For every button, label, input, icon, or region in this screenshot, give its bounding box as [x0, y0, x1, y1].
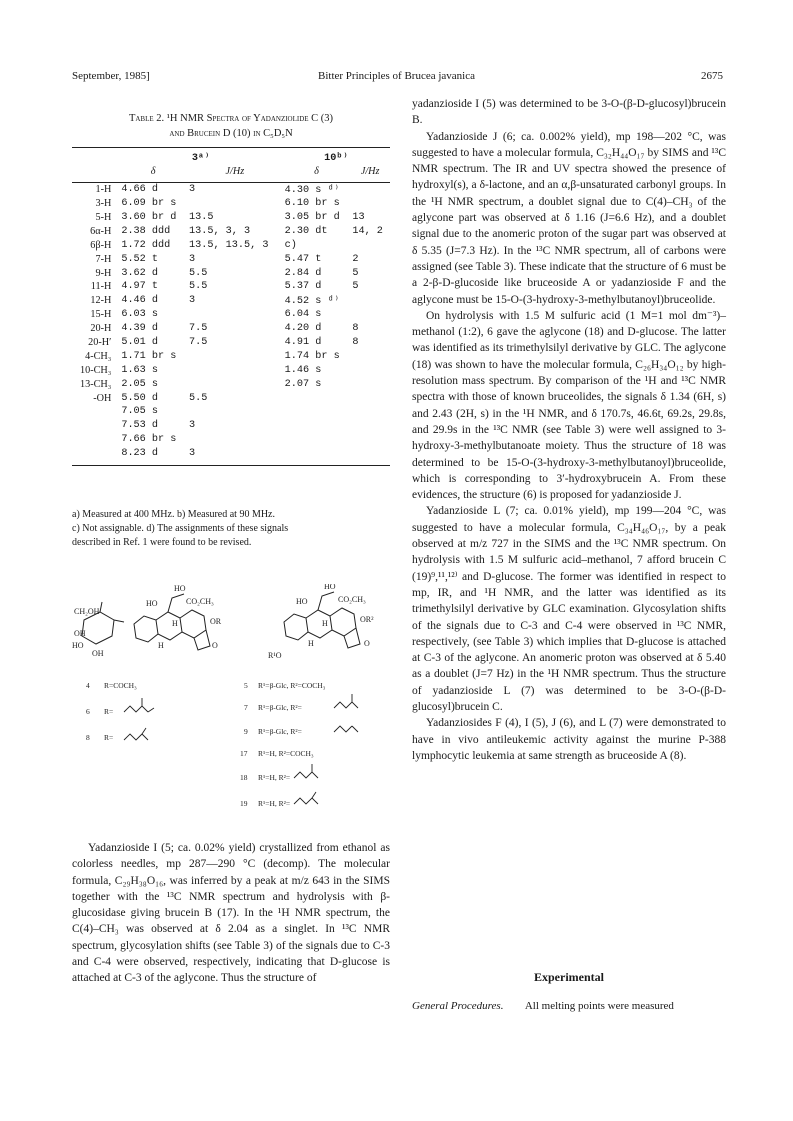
table-row — [72, 266, 390, 280]
footnote-line2: c) Not assignable. d) The assignments of these signals — [72, 523, 289, 534]
table-row — [72, 280, 390, 294]
cell-d3: 1.71 br s — [121, 350, 177, 362]
cell-d3: 1.63 s — [121, 364, 159, 376]
cell-d10: 6.04 s — [284, 309, 322, 321]
struct-oh-2: OH — [92, 649, 104, 658]
cell-d10: 1.46 s — [284, 364, 322, 376]
struct-or2-right: OR² — [360, 615, 374, 624]
table-row — [72, 182, 390, 196]
cell-d10: 2.07 s — [284, 378, 322, 390]
cell-d3: 1.72 ddd — [121, 239, 171, 251]
struct-o-right: O — [364, 639, 370, 648]
cell-label: 11-H — [90, 281, 112, 293]
compound-19-num: 19 — [240, 799, 248, 808]
cell-label: 10-CH₃ — [80, 364, 112, 376]
cell-d10: 2.84 d — [284, 267, 322, 279]
cell-d3: 7.66 br s — [121, 434, 177, 446]
page-number: 2675 — [701, 70, 723, 82]
struct-h-right-2: H — [308, 639, 314, 648]
cell-d10: c) — [284, 239, 297, 251]
cell-j3 — [187, 308, 283, 322]
struct-ho-top-left: HO — [174, 584, 186, 593]
cell-j3: 5.5 — [188, 392, 208, 404]
compound-19-r: R¹=H, R²= — [258, 799, 291, 808]
general-procedures-text: All melting points were measured — [524, 1000, 674, 1012]
struct-oh-1: OH — [74, 629, 86, 638]
col-j-10: J/Hz — [350, 165, 390, 182]
struct-or-left: OR — [210, 617, 222, 626]
chemical-structures — [72, 584, 390, 814]
cell-label — [72, 405, 119, 419]
footnote-line3: described in Ref. 1 were found to be revised. — [72, 537, 252, 548]
cell-j10 — [350, 197, 390, 211]
cell-label: 12-H — [90, 295, 112, 307]
cell-j10 — [350, 419, 390, 433]
cell-d3: 6.09 br s — [121, 198, 177, 210]
cell-j3: 3 — [188, 184, 196, 196]
cell-j10 — [350, 391, 390, 405]
struct-co2ch3-left: CO₂CH₃ — [186, 597, 214, 606]
general-procedures — [412, 1000, 726, 1012]
struct-ho-right: HO — [296, 597, 308, 606]
cell-d10 — [283, 405, 351, 419]
cell-d10: 4.20 d — [284, 323, 322, 335]
cell-d3: 6.03 s — [121, 309, 159, 321]
cell-j3: 13.5, 3, 3 — [188, 225, 251, 237]
col-j-3: J/Hz — [187, 165, 283, 182]
cell-d10: 5.47 t — [284, 253, 322, 265]
cell-d10 — [283, 391, 351, 405]
cell-d3: 4.66 d — [121, 184, 159, 196]
cell-j3: 5.5 — [188, 281, 208, 293]
cell-j10 — [350, 447, 390, 465]
nmr-table-body — [72, 182, 390, 465]
cell-label: 7-H — [95, 253, 112, 265]
cell-j3 — [187, 349, 283, 363]
compound-7-num: 7 — [244, 703, 248, 712]
struct-ho-top-right: HO — [324, 584, 336, 591]
cell-d10: 6.10 br s — [284, 198, 340, 210]
compound-6-r: R= — [104, 707, 114, 716]
cell-j10 — [350, 182, 390, 196]
cell-label: 9-H — [95, 267, 112, 279]
cell-d3: 2.38 ddd — [121, 225, 171, 237]
compound-8-r: R= — [104, 733, 114, 742]
table-row — [72, 405, 390, 419]
compound-9-num: 9 — [244, 727, 248, 736]
cell-label — [72, 433, 119, 447]
cell-label: 6α-H — [90, 225, 112, 237]
cell-d3: 4.46 d — [121, 295, 159, 307]
compound-4-num: 4 — [86, 681, 90, 690]
right-paragraph-4: Yadanzioside L (7; ca. 0.01% yield), mp 199—204 °C, was suggested to have a molecular formula, C₃₄H₄₆O₁₇, by a peak observed at m/z 727 in the SIMS and the ¹³C NMR spectrum. On hydrolysis with 1.5 M sulfuric acid–methanol, 7 afford brucein C (19)⁹,¹¹,¹²⁾ and D-glucose. The former was identified in respect to mp, IR, and ¹H NMR, and the latter was identified as its trimethylsilyl derivative by GLC examination. Glycosylation shifts of the signals due to C-3 and C-4 were observed in ¹³C NMR, respectively, (see Table 3) which implies that D-glucose is attached at C-3 of the aglycone. An anomeric proton was observed at δ 5.40 as a doublet (J=7 Hz) in the ¹H NMR spectrum. Thus the structure of yadanzioside L (7) was determined to be 3-O-(β-D-glucosyl)brucein C. — [412, 505, 726, 713]
cell-j10 — [350, 377, 390, 391]
cell-j3: 7.5 — [188, 323, 208, 335]
cell-d3: 4.39 d — [121, 323, 159, 335]
table-row — [72, 363, 390, 377]
cell-label: 20-H — [90, 323, 112, 335]
cell-label: 3-H — [95, 198, 112, 210]
struct-r1o: R¹O — [268, 651, 282, 660]
right-paragraph-2: Yadanzioside J (6; ca. 0.002% yield), mp 198—202 °C, was suggested to have a molecular formula, C₃₂H₄₄O₁₇ by SIMS and ¹³C NMR spectrum. The IR and UV spectra showed the presence of hydroxyl(s), a δ-lactone, and an α,β-unsaturated carbonyl groups. In the ¹H NMR spectrum, a doublet signal due to C(4)–CH₃ of the aglycone part was observed at δ 1.16 (J=6.6 Hz), and a doublet signal due to the anomeric proton of the sugar part was observed at δ 5.35 (J=7.3 Hz). In the ¹³C NMR spectrum, all of carbons were assigned (see Table 3). These indicate that the structure of 6 must be a 2-β-D-glucoside like bruceoside A or yadanzioside F and the aglycone must be 15-O-(3-hydroxy-3-methylbutanoyl)bruceolide. — [412, 130, 726, 306]
cell-d10: 5.37 d — [284, 281, 322, 293]
table-footnotes — [72, 508, 390, 550]
cell-j10: 14, 2 — [352, 225, 383, 237]
cell-d3: 8.23 d — [119, 447, 187, 465]
table-row — [72, 294, 390, 308]
cell-j3: 3 — [187, 447, 283, 465]
cell-d10: 4.91 d — [284, 337, 322, 349]
table-caption-line2: and Brucein D (10) in C₅D₅N — [169, 128, 293, 139]
table-row — [72, 211, 390, 225]
table-row — [72, 419, 390, 433]
compound-7-r: R¹=β-Glc, R²= — [258, 703, 302, 712]
cell-label: 4-CH₃ — [85, 350, 112, 362]
cell-d10: 4.30 s ᵈ⁾ — [284, 184, 340, 196]
cell-d10 — [283, 447, 351, 465]
cell-j10 — [350, 308, 390, 322]
running-title: Bitter Principles of Brucea javanica — [318, 70, 475, 82]
table-row — [72, 252, 390, 266]
cell-j10 — [350, 349, 390, 363]
cell-label — [72, 447, 119, 465]
footnote-line1: a) Measured at 400 MHz. b) Measured at 90 MHz. — [72, 509, 275, 520]
cell-j3: 5.5 — [188, 267, 208, 279]
compound-5-num: 5 — [244, 681, 248, 690]
struct-o-left: O — [212, 641, 218, 650]
cell-j10: 13 — [352, 212, 365, 223]
cell-j3 — [187, 405, 283, 419]
col-group-10: 10ᵇ⁾ — [283, 148, 390, 165]
right-column — [412, 96, 726, 764]
cell-label — [72, 419, 119, 433]
cell-j3 — [187, 433, 283, 447]
cell-d3: 5.52 t — [121, 253, 159, 265]
cell-d3: 3.60 br d — [121, 212, 177, 223]
cell-d3: 7.05 s — [121, 406, 159, 418]
cell-j10: 8 — [352, 323, 359, 335]
cell-label: 5-H — [95, 212, 112, 223]
table-row — [72, 197, 390, 211]
cell-label: -OH — [93, 392, 112, 404]
cell-d10: 3.05 br d — [284, 212, 340, 223]
table-row — [72, 224, 390, 238]
cell-j3: 3 — [188, 253, 196, 265]
cell-j10 — [350, 294, 390, 308]
compound-5-r: R¹=β-Glc, R²=COCH₃ — [258, 681, 326, 690]
cell-j3: 13.5 — [188, 212, 214, 223]
cell-j10: 8 — [352, 337, 359, 349]
cell-j3 — [187, 197, 283, 211]
table-row — [72, 447, 390, 465]
cell-label: 20-H′ — [88, 337, 112, 349]
cell-d10 — [283, 433, 351, 447]
compound-8-num: 8 — [86, 733, 90, 742]
col-delta-10: δ — [283, 165, 351, 182]
table-row — [72, 433, 390, 447]
struct-h-right-1: H — [322, 619, 328, 628]
cell-j10 — [350, 363, 390, 377]
table-caption-line1: Table 2. ¹H NMR Spectra of Yadanziolide C (3) — [128, 113, 334, 124]
compound-18-r: R¹=H, R²= — [258, 773, 291, 782]
struct-ch2oh: CH₂OH — [74, 607, 100, 616]
running-date: September, 1985] — [72, 70, 150, 82]
cell-d3: 4.97 t — [121, 281, 159, 293]
cell-j10: 2 — [352, 253, 359, 265]
compound-4-r: R=COCH₃ — [104, 681, 137, 690]
experimental-heading: Experimental — [534, 970, 604, 984]
general-procedures-label: General Procedures. — [412, 1000, 504, 1012]
compound-17-num: 17 — [240, 749, 248, 758]
right-paragraph-3: On hydrolysis with 1.5 M sulfuric acid (1 M=1 mol dm⁻³)–methanol (1:2), 6 gave the aglycone (18) and D-glucose. The latter was identified as its trimethylsilyl derivative by GLC. The aglycone (18) was shown to have the molecular formula, C₂₆H₃₄O₁₂ by high-resolution mass spectrum. By comparison of the ¹H and ¹³C NMR spectra with those of known bruceolides, the signals δ 1.34 (6H, s) and 2.43 (2H, s) in the ¹H NMR, and δ 170.7s, 46.6t, 69.2s, 29.8s, and 29.9s in the ¹³C NMR (see Table 3) were well assigned to 3-hydroxy-3-methylbutanoate moiety. Thus the structure of 18 was determined to be 15-O-(3-hydroxy-3-methylbutanoyl)bruceolide, which is corresponding to 3′-hydroxybrucein A. From these evidences, the structure (6) is proposed for yadanzioside J. — [412, 309, 726, 502]
cell-label: 15-H — [90, 309, 112, 321]
cell-j3 — [187, 363, 283, 377]
struct-co2ch3-right: CO₂CH₃ — [338, 595, 366, 604]
struct-ho-glc: HO — [72, 641, 84, 650]
col-delta-3: δ — [119, 165, 187, 182]
table-row — [72, 238, 390, 252]
cell-label: 6β-H — [90, 239, 112, 251]
right-paragraph-1: yadanzioside I (5) was determined to be 3-O-(β-D-glucosyl)brucein B. — [412, 98, 726, 127]
cell-j3: 7.5 — [188, 337, 208, 349]
cell-d10: 4.52 s ᵈ⁾ — [284, 295, 340, 307]
table-row — [72, 391, 390, 405]
cell-d10 — [283, 419, 351, 433]
cell-j10 — [350, 433, 390, 447]
cell-d3: 5.50 d — [121, 392, 159, 404]
cell-j10: 5 — [352, 267, 359, 279]
table-caption — [72, 111, 390, 141]
cell-j10: 5 — [352, 281, 359, 293]
cell-j3: 13.5, 13.5, 3 — [188, 239, 269, 251]
cell-j10 — [350, 238, 390, 252]
cell-j3: 3 — [188, 295, 196, 307]
nmr-table — [72, 147, 390, 466]
col-group-3: 3ᵃ⁾ — [119, 148, 282, 165]
table-row — [72, 322, 390, 336]
table-row — [72, 308, 390, 322]
compound-17-r: R¹=H, R²=COCH₃ — [258, 749, 314, 758]
compound-6-num: 6 — [86, 707, 90, 716]
left-paragraph: Yadanzioside I (5; ca. 0.02% yield) crystallized from ethanol as colorless needles, mp 287—290 °C (decomp). The molecular formula, C₂₉H₃₈O₁₆, was inferred by a peak at m/z 643 in the SIMS together with the ¹³C NMR spectrum and hydrolysis with β-glucosidase giving brucein B (17). In the ¹H NMR spectrum, the C(4)–CH₃ was observed at δ 2.04 as a singlet. In ¹³C NMR spectrum, glycosylation shifts (see Table 3) of the signals due to C-3 and C-4 were observed, respectively, indicating that D-glucose is attached at C-3 of the aglycone. Thus the structure of — [72, 842, 390, 985]
cell-d3: 5.01 d — [121, 337, 159, 349]
cell-d3: 7.53 d — [121, 420, 159, 432]
cell-d3: 3.62 d — [121, 267, 159, 279]
cell-label: 1-H — [95, 184, 112, 196]
table-row — [72, 349, 390, 363]
cell-j3: 3 — [188, 420, 196, 432]
table-row — [72, 336, 390, 350]
struct-ho-left: HO — [146, 599, 158, 608]
table-row — [72, 377, 390, 391]
right-paragraph-5: Yadanziosides F (4), I (5), J (6), and L (7) were demonstrated to have in vivo antileukemic activity against the murine P-388 lymphocytic leukemia at same strength as bruceoside A (8). — [412, 717, 726, 762]
compound-18-num: 18 — [240, 773, 248, 782]
cell-d10: 2.30 dt — [284, 225, 328, 237]
cell-j10 — [350, 405, 390, 419]
cell-d10: 1.74 br s — [284, 350, 340, 362]
cell-j3 — [187, 377, 283, 391]
struct-h-left-1: H — [172, 619, 178, 628]
struct-h-left-2: H — [158, 641, 164, 650]
cell-label: 13-CH₃ — [80, 378, 112, 390]
cell-d3: 2.05 s — [121, 378, 159, 390]
compound-9-r: R¹=β-Glc, R²= — [258, 727, 302, 736]
